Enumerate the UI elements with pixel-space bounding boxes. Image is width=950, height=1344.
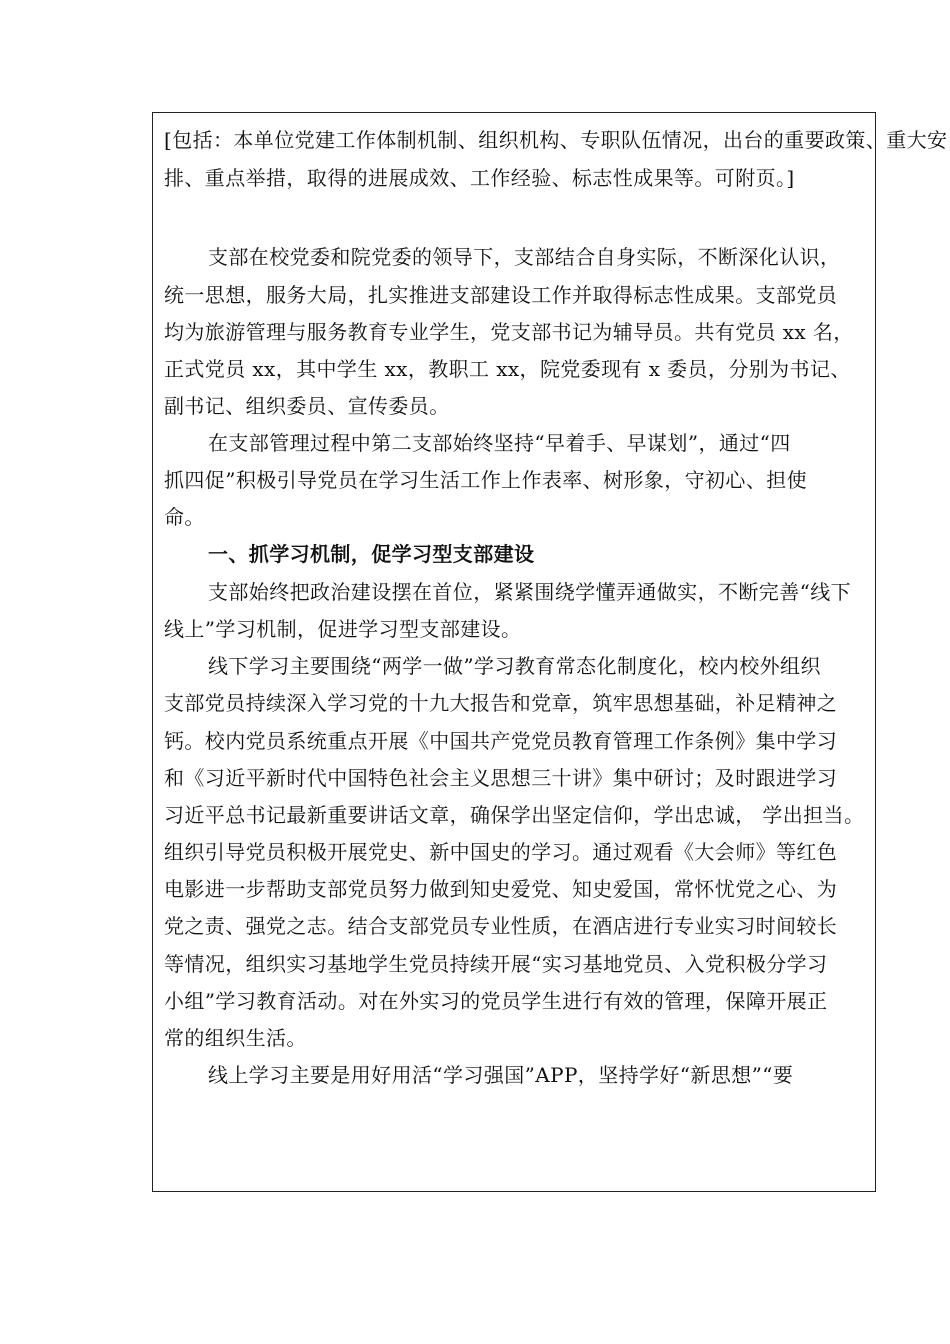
paragraph-line: 在支部管理过程中第二支部始终坚持“早着手、早谋划”，通过“四 xyxy=(208,431,791,455)
paragraph-line: 钙。校内党员系统重点开展《中国共产党党员教育管理工作条例》集中学习 xyxy=(164,729,838,753)
paragraph-line: 电影进一步帮助支部党员努力做到知史爱党、知史爱国，常怀忧党之心、为 xyxy=(164,877,838,901)
paragraph-line: 线上”学习机制，促进学习型支部建设。 xyxy=(164,617,522,641)
paragraph-line: 党之责、强党之志。结合支部党员专业性质，在酒店进行专业实习时间较长 xyxy=(164,914,838,938)
paragraph-line: 正式党员 xx，其中学生 xx，教职工 xx，院党委现有 x 委员，分别为书记、 xyxy=(164,357,851,381)
paragraph-line: 线上学习主要是用好用活“学习强国”APP，坚持学好“新思想”“要 xyxy=(208,1063,794,1087)
paragraph-line: 均为旅游管理与服务教育专业学生，党支部书记为辅导员。共有党员 xx 名， xyxy=(164,320,854,344)
instruction-line-2: 排、重点举措，取得的进展成效、工作经验、标志性成果等。可附页。] xyxy=(164,166,795,190)
section-heading: 一、抓学习机制，促学习型支部建设 xyxy=(208,542,535,566)
paragraph-line: 支部始终把政治建设摆在首位，紧紧围绕学懂弄通做实，不断完善“线下 xyxy=(208,580,852,604)
paragraph-line: 小组”学习教育活动。对在外实习的党员学生进行有效的管理，保障开展正 xyxy=(164,989,828,1013)
paragraph-line: 支部党员持续深入学习党的十九大报告和党章，筑牢思想基础，补足精神之 xyxy=(164,691,838,715)
paragraph-line: 常的组织生活。 xyxy=(164,1026,307,1050)
instruction-line-1: [包括：本单位党建工作体制机制、组织机构、专职队伍情况，出台的重要政策、重大安 xyxy=(164,128,948,152)
paragraph-line: 习近平总书记最新重要讲话文章，确保学出坚定信仰，学出忠诚， 学出担当。 xyxy=(164,803,865,827)
paragraph-line: 组织引导党员积极开展党史、新中国史的学习。通过观看《大会师》等红色 xyxy=(164,840,838,864)
paragraph-line: 和《习近平新时代中国特色社会主义思想三十讲》集中研讨；及时跟进学习 xyxy=(164,766,838,790)
paragraph-line: 统一思想，服务大局，扎实推进支部建设工作并取得标志性成果。支部党员 xyxy=(164,283,838,307)
paragraph-line: 线下学习主要围绕“两学一做”学习教育常态化制度化，校内校外组织 xyxy=(208,654,821,678)
paragraph-line: 副书记、组织委员、宣传委员。 xyxy=(164,394,450,418)
paragraph-line: 等情况，组织实习基地学生党员持续开展“实习基地党员、入党积极分学习 xyxy=(164,952,828,976)
paragraph-line: 命。 xyxy=(164,505,205,529)
paragraph-line: 抓四促”积极引导党员在学习生活工作上作表率、树形象，守初心、担使 xyxy=(164,468,808,492)
paragraph-line: 支部在校党委和院党委的领导下，支部结合自身实际，不断深化认识， xyxy=(208,245,841,269)
